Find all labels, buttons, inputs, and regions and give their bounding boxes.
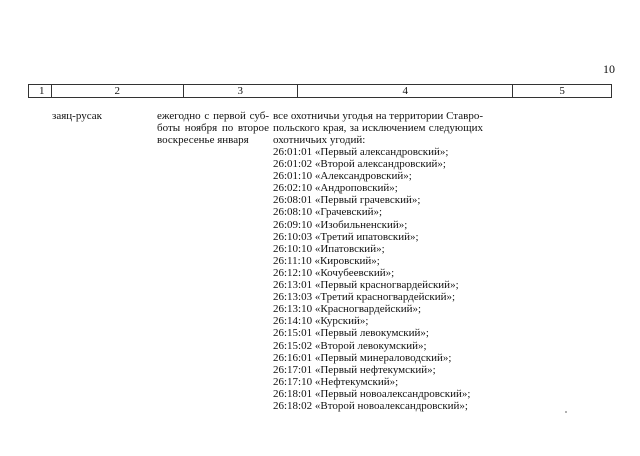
excluded-ground-item: 26:13:10 «Красногвардейский»; — [273, 303, 422, 316]
column-header-2: 2 — [52, 85, 184, 97]
excluded-ground-item: 26:17:01 «Первый нефтекумский»; — [273, 363, 436, 376]
excluded-ground-item: 26:10:03 «Третий ипатовский»; — [273, 230, 419, 243]
excluded-ground-item: 26:01:10 «Александровский»; — [273, 170, 412, 183]
column-header-4: 4 — [298, 85, 513, 97]
excluded-ground-item: 26:14:10 «Курский»; — [273, 315, 369, 328]
excluded-ground-item: 26:15:02 «Второй левокумский»; — [273, 339, 427, 352]
excluded-ground-item: 26:15:01 «Первый левокумский»; — [273, 327, 429, 340]
column-header-1: 1 — [29, 85, 52, 97]
excluded-ground-item: 26:18:01 «Первый новоалександровский»; — [273, 387, 471, 400]
excluded-ground-item: 26:12:10 «Кочубеевский»; — [273, 266, 395, 279]
hunting-area-intro: все охотничьи угодья на территории Ставро-польского края, за исключением следующих охотничьих угодий: — [273, 110, 483, 146]
excluded-ground-item: 26:08:01 «Первый грачевский»; — [273, 194, 421, 207]
scan-dot — [565, 411, 567, 413]
excluded-ground-item: 26:10:10 «Ипатовский»; — [273, 242, 385, 255]
page-number: 10 — [603, 62, 615, 76]
excluded-ground-item: 26:01:01 «Первый александровский»; — [273, 146, 449, 158]
excluded-ground-item: 26:17:10 «Нефтекумский»; — [273, 375, 399, 388]
excluded-grounds-list — [273, 146, 483, 412]
excluded-ground-item: 26:02:10 «Андроповский»; — [273, 182, 398, 195]
table-header-row — [28, 84, 612, 98]
excluded-ground-item: 26:16:01 «Первый минераловодский»; — [273, 351, 452, 364]
excluded-ground-item: 26:13:03 «Третий красногвардейский»; — [273, 291, 456, 304]
excluded-ground-item: 26:18:02 «Второй новоалександровский»; — [273, 399, 468, 412]
excluded-ground-item: 26:11:10 «Кировский»; — [273, 254, 380, 267]
excluded-ground-item: 26:01:02 «Второй александровский»; — [273, 158, 446, 171]
column-header-5: 5 — [559, 85, 565, 97]
hunting-area-cell — [273, 110, 483, 412]
species-cell: заяц-русак — [52, 110, 102, 122]
excluded-ground-item: 26:08:10 «Грачевский»; — [273, 206, 383, 219]
excluded-ground-item: 26:09:10 «Изобильненский»; — [273, 218, 408, 231]
hunting-period-cell: ежегодно с первой суб-боты ноября по второе воскресенье января — [157, 110, 269, 146]
column-header-3: 3 — [184, 85, 299, 97]
excluded-ground-item: 26:13:01 «Первый красногвардейский»; — [273, 279, 459, 292]
